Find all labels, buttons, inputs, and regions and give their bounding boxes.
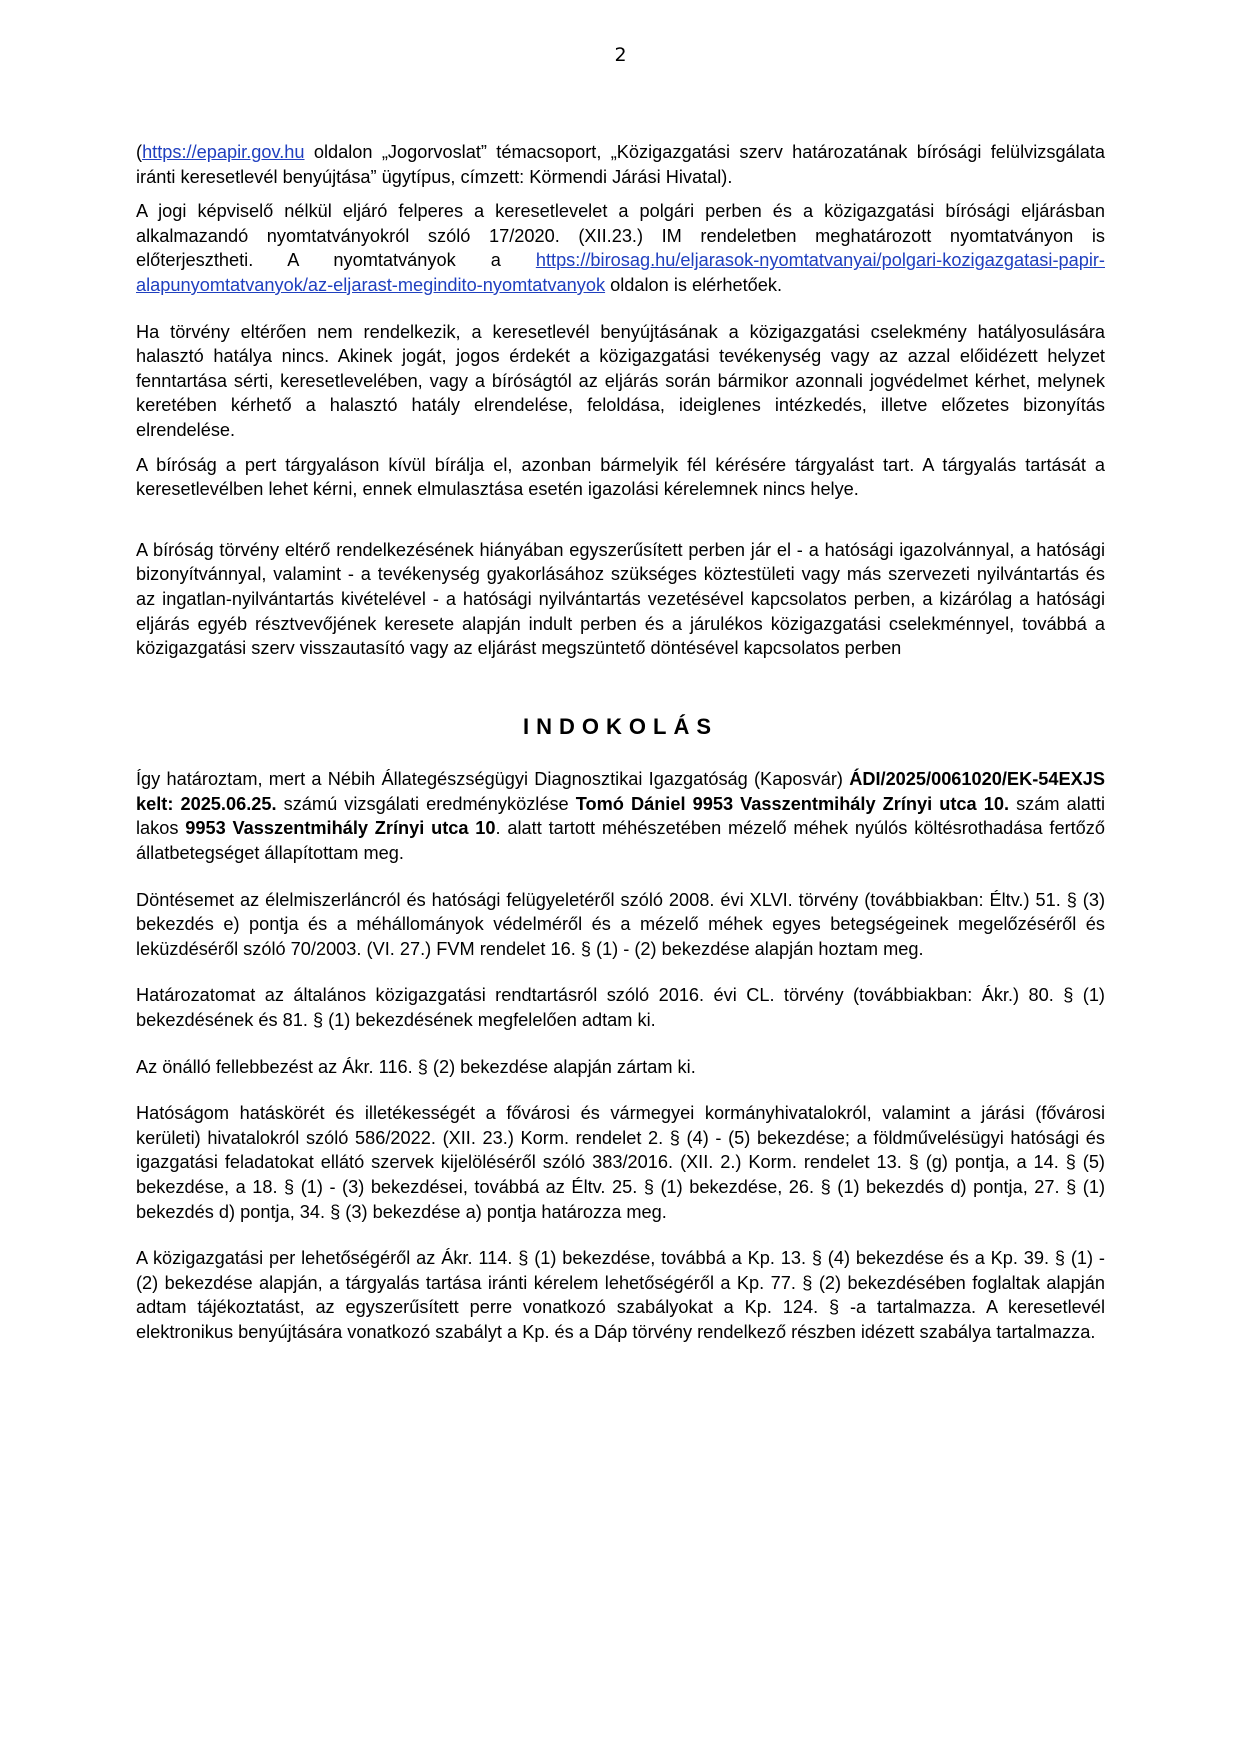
paragraph-legal-basis: Döntésemet az élelmiszerláncról és hatósági felügyeletéről szóló 2008. évi XLVI. törvény (továbbiakban: Éltv.) 51. § (3) bekezdés e) pontja és a méhállományok védelméről és a mézelő méhek egyes betegségeinek megelőzéséről és leküzdéséről szóló 70/2003. (VI. 27.) FVM rendelet 16. § (1) - (2) bekezdése alapján hoztam meg. [136, 889, 1105, 959]
owner-name-address: Tomó Dániel 9953 Vasszentmihály Zrínyi utca 10. [575, 793, 1009, 814]
paragraph-forms [136, 199, 1105, 297]
paragraph-text: ( [136, 142, 143, 162]
paragraph-findings [136, 767, 1105, 865]
paragraph-suspensive-effect: Ha törvény eltérően nem rendelkezik, a keresetlevél benyújtásának a közigazgatási cselekmény hatályosulására halasztó hatálya nincs. Akinek jogát, jogos érdekét a közigazgatási tevékenység vagy az azzal előidézett helyzet fenntartása sérti, keresetlevelében, vagy a bíróságtól az eljárás során bármikor azonnali jogvédelmet kérhet, melynek keretében kérhető a halasztó hatály elrendelése, feloldása, ideiglenes intézkedés, illetve előzetes bizonyítás elrendelése. [136, 321, 1105, 440]
paragraph-text: Így határoztam, mert a Nébih Állategészségügyi Diagnosztikai Igazgatóság (Kaposvár) [136, 769, 850, 790]
section-heading-indokolas: INDOKOLÁS [523, 713, 718, 739]
paragraph-hearing: A bíróság a pert tárgyaláson kívül bírálja el, azonban bármelyik fél kérésére tárgyalást tart. A tárgyalás tartását a keresetlevélben lehet kérni, ennek elmulasztása esetén igazolási kérelemnek nincs helye. [136, 454, 1105, 500]
paragraph-court-information: A közigazgatási per lehetőségéről az Ákr. 114. § (1) bekezdése, továbbá a Kp. 13. § (4) bekezdése és a Kp. 39. § (1) - (2) bekezdése alapján, a tárgyalás tartása iránti kérelem lehetőségéről a Kp. 77. § (2) bekezdésében foglaltak alapján adtam tájékoztatást, az egyszerűsített perre vonatkozó szabályokat a Kp. 124. § -a tartalmazza. A keresetlevél elektronikus benyújtására vonatkozó szabályt a Kp. és a Dáp törvény rendelkező részben idézett szabálya tartalmazza. [136, 1248, 1105, 1342]
paragraph-text: A jogi képviselő nélkül eljáró felperes a keresetlevelet a polgári perben és a közigazgatási bírósági eljárásban alkalmazandó nyomtatványokról szóló 17/2020. (XII.23.) IM rendeletben meghatározott nyomtatványon is előterjesztheti. A nyomtatványok a [136, 201, 1105, 271]
paragraph-competence: Hatóságom hatáskörét és illetékességét a fővárosi és vármegyei kormányhivatalokról, valamint a járási (fővárosi kerületi) hivatalokról szóló 586/2022. (XII. 23.) Korm. rendelet 2. § (4) - (5) bekezdése; a földművelésügyi hatósági és igazgatási feladatokat ellátó szervek kijelöléséről szóló 383/2016. (XII. 2.) Korm. rendelet 13. § (g) pontja, a 14. § (5) bekezdése, a 18. § (1) - (3) bekezdései, továbbá az Éltv. 25. § (1) bekezdése, 26. § (1) bekezdés d) pontja, 27. § (1) bekezdés d) pontja, 34. § (3) bekezdése a) pontja határozza meg. [136, 1103, 1105, 1222]
paragraph-text: oldalon is elérhetőek. [605, 274, 783, 295]
paragraph-text: oldalon „Jogorvoslat” témacsoport, „Közigazgatási szerv határozatának bírósági felülvizsgálata iránti keresetlevél benyújtása” ügytípus, címzett: Körmendi Járási Hivatal). [136, 142, 1105, 187]
birosag-forms-link[interactable]: https://birosag.hu/eljarasok-nyomtatvanyai/polgari-kozigazgatasi-papir-alapunyomtatvanyok/az-eljarast-megindito-nyomtatvanyok [136, 250, 1105, 295]
paragraph-text: szám alatti lakos [136, 793, 1106, 839]
apiary-address: 9953 Vasszentmihály Zrínyi utca 10 [185, 818, 496, 839]
epapir-link[interactable]: https://epapir.gov.hu [142, 142, 305, 162]
paragraph-issuance-basis: Határozatomat az általános közigazgatási rendtartásról szóló 2016. évi CL. törvény (továbbiakban: Ákr.) 80. § (1) bekezdésének és 81. § (1) bekezdésének megfelelően adtam ki. [136, 985, 1105, 1031]
paragraph-text: . alatt tartott méhészetében mézelő méhek nyúlós költésrothadása fertőző állatbetegséget állapítottam meg. [136, 818, 1106, 864]
page-number: 2 [614, 44, 627, 66]
paragraph-simplified-procedure: A bíróság törvény eltérő rendelkezésének hiányában egyszerűsített perben jár el - a hatósági igazolvánnyal, a hatósági bizonyítvánnyal, valamint - a tevékenység gyakorlásához szükséges köztestületi vagy más szervezeti nyilvántartás és az ingatlan-nyilvántartás kivételével - a hatósági nyilvántartás vezetésével kapcsolatos perben, a kizárólag a hatósági eljárás egyéb résztvevőjének keresete alapján indult perben és a járulékos közigazgatási cselekménnyel, továbbá a közigazgatási szerv visszautasító vagy az eljárást megszüntető döntésével kapcsolatos perben [136, 539, 1105, 659]
paragraph-text: számú vizsgálati eredményközlése [276, 793, 576, 814]
paragraph-submission-address [136, 140, 1105, 189]
case-reference: ÁDI/2025/0061020/EK-54EXJS kelt: 2025.06.25. [136, 769, 1105, 814]
paragraph-appeal-excluded: Az önálló fellebbezést az Ákr. 116. § (2) bekezdése alapján zártam ki. [136, 1056, 696, 1077]
document-body [136, 140, 1105, 1345]
